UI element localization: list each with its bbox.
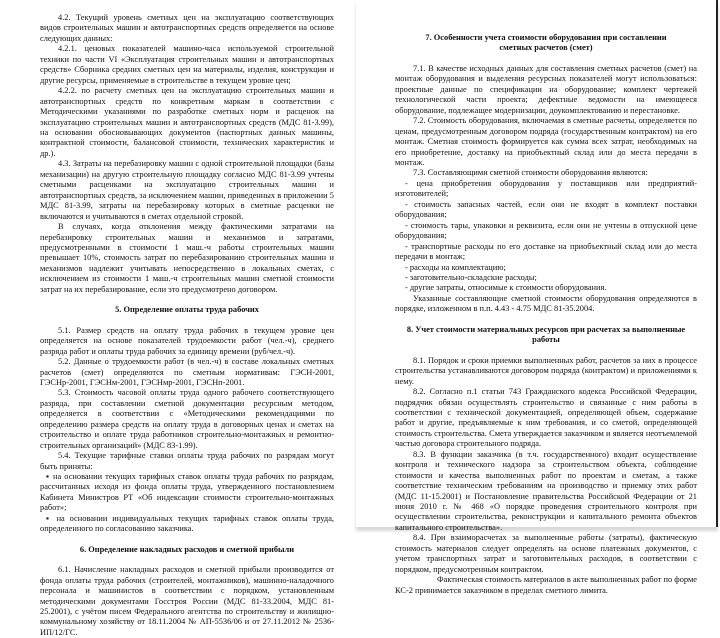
paragraph-7-3: 7.3. Составляющими сметной стоимости оборудования являются:: [413, 168, 648, 178]
list-item: - транспортные расходы по его доставке на приобъектный склад или до места передачи в монтаж;: [395, 241, 697, 262]
section-heading-6: 6. Определение накладных расходов и сметной прибыли: [79, 544, 295, 554]
document-page-left: [0, 0, 352, 637]
bullet-icon: ▪: [46, 513, 52, 523]
paragraph-8-4-cont: Фактическая стоимость материалов в акте выполненных работ по форме КС-2 принимается заказчиком в пределах сметного лимита.: [395, 575, 697, 595]
bullet-item: ▪ на основании текущих тарифных ставок оплаты труда рабочих по разрядам, рассчитанных исходя из фонда оплаты труда, утвержденного постановлением Кабинета Министров РТ «Об индексации стоимости строительно-монтажных работ»;: [40, 472, 334, 513]
paragraph-5-2: 5.2. Данные о трудоемкости работ (в чел.-ч) в составе локальных сметных расчетов (смет) определяются по сметным нормативам: ГЭСН-2001, ГЭСНр-2001, ГЭСНм-2001, ГЭСНмр-2001, ГЭСНп-2001.: [40, 357, 334, 387]
list-item: - стоимость запасных частей, если они не входят в комплект поставки оборудования;: [395, 199, 697, 220]
paragraph-7-1: 7.1. В качестве исходных данных для составления сметных расчетов (смет) на монтаж оборудования и выделения ресурсных показателей могут использоваться: проектные данные по спецификации на оборудование; комплект чертежей технологической части проекта; дефектные ведомости на имеющееся оборудование, подлежащее модернизации, доукомплектованию и перестановке.: [395, 63, 697, 115]
paragraph-7-4: Указанные составляющие сметной стоимости оборудования определяются в порядке, изложенном в п.п. 4.43 - 4.75 МДС 81-35.2004.: [395, 293, 697, 314]
paragraph-8-3: 8.3. В функции заказчика (в т.ч. государственного) входит осуществление контроля и технического надзора за строительством объекта, соблюдение стоимости и качества выполненных работ по проектам и сметам, а также соответствие техническим требованиям на производство и приемку этих работ (МДС 11-15.2001) и Постановление правительства Российской Федерации от 21 июня 2010 г. № 468 «О порядке проведения строительного контроля при осуществлении строительства, реконструкции и капитального ремонта объектов капитального строительства».: [395, 449, 697, 532]
paragraph-4-3-cont: В случаях, когда отклонения между фактическими затратами на перебазировку строительных машин и механизмов и затратами, предусмотренными в стоимости 1 маш.-ч работы строительных машин превышает 10%, стоимость затрат по перебазированию строительных машин и механизмов надлежит учитывать непосредственно в локальных сметах, с исключением из стоимости 1 маш.-ч строительных машин сметной стоимости затрат на их перебазирование, если это предусмотрено договором.: [40, 222, 334, 294]
list-item: - заготовительно-складские расходы;: [405, 272, 537, 282]
document-page-right: [356, 0, 718, 595]
paragraph-5-1: 5.1. Размер средств на оплату труда рабочих в текущем уровне цен определяется на основе показателей трудоемкости работ (чел.-ч), среднего разряда работ и оплаты труда рабочих за единицу времени (руб/чел.-ч).: [40, 325, 334, 356]
page-text-right: [395, 33, 697, 596]
list-item: - стоимость тары, упаковки и реквизита, если они не учтены в отпускной цене оборудования;: [395, 220, 697, 241]
paragraph-8-2: 8.2. Согласно п.1 статьи 743 Гражданского кодекса Российской Федерации, подрядчик обязан осуществлять строительство и связанные с ним работы в соответствии с технической документацией, определяющей объем, содержание работ и другие, предъявляемые к ним требования, и со сметой, определяющей стоимость строительства. Смета утверждается заказчиком и является неотъемлемой частью договора строительного подряда.: [395, 387, 697, 449]
paragraph-5-3: 5.3. Стоимость часовой оплаты труда одного рабочего соответствующего разряда, при составлении сметной документации ресурсным методом, определяется в соответствии с «Методическими рекомендациями по определению размера средств на оплату труда в договорных ценах и сметах на строительство и оплате труда работников строительно-монтажных и ремонтно-строительных организаций» (МДС 83-1.99).: [40, 388, 334, 450]
bullet-item: ▪ на основании индивидуальных текущих тарифных ставок оплаты труда, определенного по согласованию заказчика.: [40, 513, 335, 534]
list-item: - цена приобретения оборудования у поставщиков или предприятий-изготовителей;: [395, 178, 697, 199]
paragraph-4-2-2: 4.2.2. по расчету сметных цен на эксплуатацию строительных машин и автотранспортных средств по конкретным маркам в соответствии с Методическими указаниями по разработке сметных норм и расценок на эксплуатацию строительных машин и автотранспортных средств (МДС 81-3.99), на основании обосновывающих документов (паспортных данных машины, контрактной стоимости, балансовой стоимости, технических характеристик и др.).: [40, 86, 334, 158]
paragraph-4-2: 4.2. Текущий уровень сметных цен на эксплуатацию соответствующих видов строительных машин и автотранспортных средств определяется на основе следующих данных:: [40, 13, 334, 43]
paragraph-4-2-1: 4.2.1. ценовых показателей машино-часа используемой строительной техники по части VI «Эксплуатация строительных машин и автотранспортных средств» Сборника средних сметных цен на материалы, изделия, конструкции и другие ресурсы, применяемые в строительстве в текущем уровне цен;: [40, 44, 334, 85]
list-item: - расходы на комплектацию;: [405, 262, 506, 272]
page-text-left: [40, 13, 334, 638]
paragraph-8-4: 8.4. При взаиморасчетах за выполненные работы (затраты), фактическую стоимость материалов следует определять на основе платежных документов, с учетом транспортных затрат и заготовительных расходов, в соответствии с порядком, предусмотренным контрактом.: [395, 533, 697, 574]
paragraph-5-4: 5.4. Текущие тарифные ставки оплаты труда рабочих по разрядам могут быть приняты:: [40, 451, 334, 471]
paragraph-7-2: 7.2. Стоимость оборудования, включаемая в сметные расчеты, определяется по ценам, предусмотренным договором подряда (государственным контрактом) на его монтаж. Сметная стоимость формируется как сумма всех затрат, необходимых на его приобретение, доставку на приобъектный склад или до места передачи в монтаж.: [395, 116, 697, 167]
list-item: - другие затраты, относимые к стоимости оборудования.: [405, 283, 607, 293]
bullet-icon: ▪: [46, 472, 50, 482]
paragraph-8-1: 8.1. Порядок и сроки приемки выполненных работ, расчетов за них в процессе строительства устанавливаются договором подряда (контрактом) и приложениями к нему.: [395, 355, 697, 386]
section-heading-8: 8. Учет стоимости материальных ресурсов при расчетах за выполненные работы: [406, 324, 686, 345]
paragraph-6-1: 6.1. Начисление накладных расходов и сметной прибыли производится от фонда оплаты труда рабочих (строителей, монтажников), машинно-наладочного персонала и машинистов в соответствии с порядком, установленным методическими документами Госстроя России (МДС 81-33.2004, МДС 81-25.2001), с учётом писем Федерального агентства по строительству и жилищно-коммунальному хозяйству от 18.11.2004 № АП-5536/06 и от 27.11.2012 № 2536-ИП/12/ГС.: [40, 565, 334, 637]
paragraph-4-3: 4.3. Затраты на перебазировку машин с одной строительной площадки (базы механизации) на другую строительную площадку согласно МДС 81-3.99 учтены сметными расценками на эксплуатацию строительных машин и автотранспортных средств, за исключением машин, приведенных в приложении 5 МДС 81-3.99, затраты на перебазировку которых в сметные расценки не включаются и учитываются в сметах отдельной строкой.: [40, 159, 334, 221]
section-heading-7: 7. Особенности учета стоимости оборудования при составлении сметных расчетов (смет): [425, 33, 667, 53]
section-heading-5: 5. Определение оплаты труда рабочих: [115, 305, 259, 315]
